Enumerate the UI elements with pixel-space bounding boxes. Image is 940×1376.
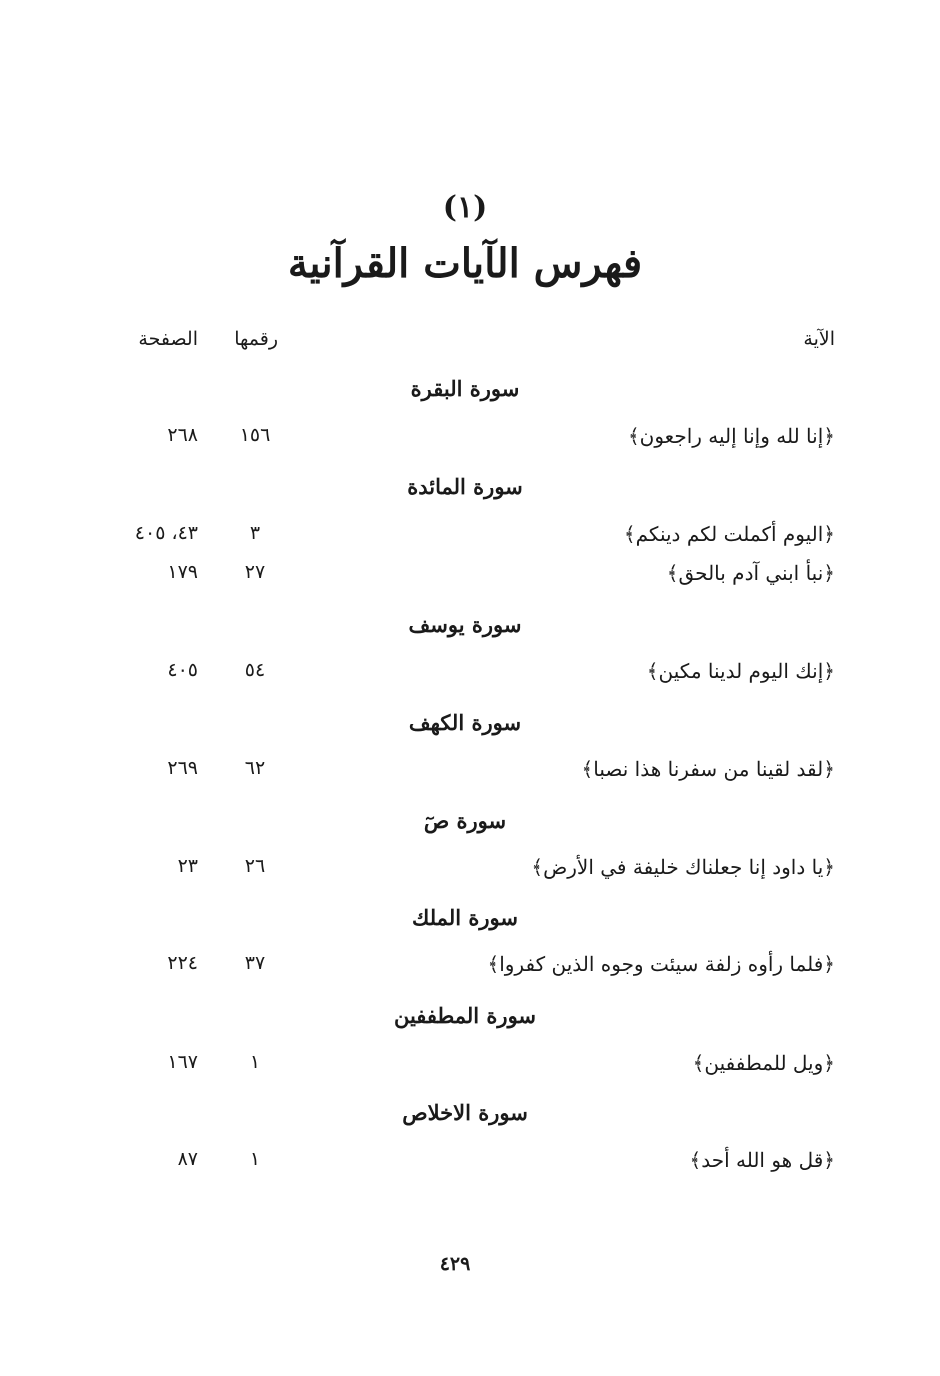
verse-number: ٣٧	[244, 952, 266, 974]
surah-heading: سورة المطففين	[393, 1003, 537, 1028]
verse-page: ١٧٩	[167, 561, 198, 583]
verse-text: ﴿اليوم أكملت لكم دينكم﴾	[623, 522, 835, 546]
surah-heading: سورة البقرة	[410, 376, 520, 401]
verse-row	[0, 522, 940, 556]
chapter-number: (١)	[442, 190, 488, 225]
verse-text: ﴿يا داود إنا جعلناك خليفة في الأرض﴾	[531, 855, 835, 879]
verse-page: ١٦٧	[167, 1051, 198, 1073]
verse-page: ٢٦٨	[167, 424, 198, 446]
verse-number: ٦٢	[244, 757, 266, 779]
column-header-number: رقمها	[234, 328, 278, 350]
verse-row	[0, 424, 940, 458]
verse-row	[0, 659, 940, 693]
verse-number: ٣	[249, 522, 261, 544]
surah-heading: سورة الكهف	[408, 710, 522, 735]
verse-text: ﴿فلما رأوه زلفة سيئت وجوه الذين كفروا﴾	[487, 952, 835, 976]
verse-text: ﴿لقد لقينا من سفرنا هذا نصبا﴾	[581, 757, 835, 781]
surah-heading: سورة الاخلاص	[402, 1100, 528, 1125]
verse-number: ١٥٦	[239, 424, 271, 446]
surah-heading: سورة يوسف	[408, 612, 522, 637]
verse-number: ٥٤	[244, 659, 266, 681]
verse-row	[0, 757, 940, 791]
verse-row	[0, 1148, 940, 1182]
verse-page: ٢٣	[177, 855, 198, 877]
surah-heading: سورة صٓ	[423, 808, 507, 833]
verse-text: ﴿قل هو الله أحد﴾	[689, 1148, 835, 1172]
page-number: ٤٢٩	[439, 1253, 471, 1275]
verse-page: ٤٣، ٤٠٥	[134, 522, 198, 544]
verse-page: ٢٢٤	[167, 952, 198, 974]
verse-text: ﴿ويل للمطففين﴾	[692, 1051, 835, 1075]
surah-heading: سورة الملك	[412, 905, 518, 930]
verse-text: ﴿إنا لله وإنا إليه راجعون﴾	[627, 424, 835, 448]
verse-row	[0, 855, 940, 889]
verse-number: ٢٧	[244, 561, 266, 583]
verse-number: ١	[249, 1148, 261, 1170]
verse-page: ٨٧	[177, 1148, 198, 1170]
verse-number: ١	[249, 1051, 261, 1073]
verse-row	[0, 561, 940, 595]
verse-row	[0, 1051, 940, 1085]
verse-row	[0, 952, 940, 986]
verse-number: ٢٦	[244, 855, 266, 877]
column-header-page: الصفحة	[138, 328, 198, 350]
page-title: فهرس الآيات القرآنية	[287, 240, 643, 287]
verse-text: ﴿نبأ ابني آدم بالحق﴾	[666, 561, 835, 585]
column-header-ayah: الآية	[803, 328, 835, 350]
verse-text: ﴿إنك اليوم لدينا مكين﴾	[646, 659, 835, 683]
surah-heading: سورة المائدة	[407, 474, 523, 499]
verse-page: ٤٠٥	[167, 659, 198, 681]
verse-page: ٢٦٩	[167, 757, 198, 779]
